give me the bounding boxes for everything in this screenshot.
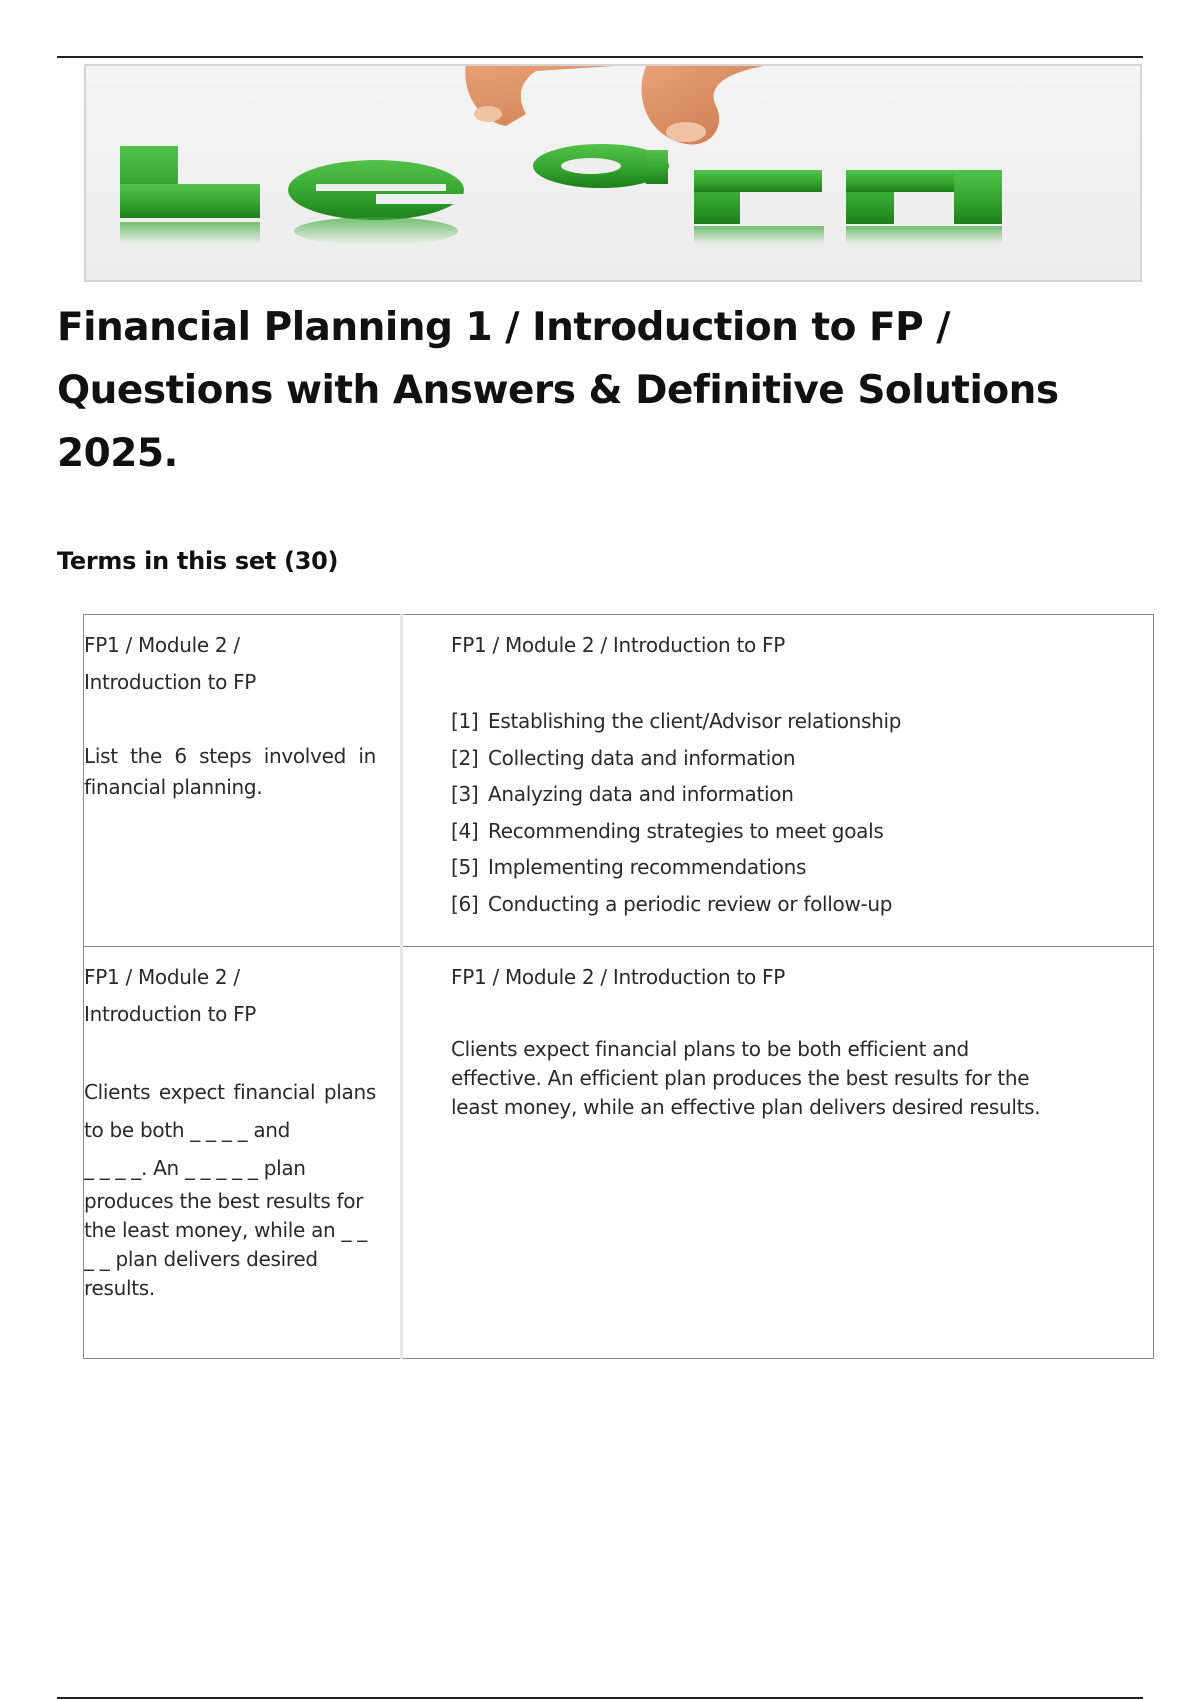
step-text: Conducting a periodic review or follow-up bbox=[488, 891, 893, 916]
learn-banner-image bbox=[84, 64, 1142, 282]
question-prompt bbox=[84, 741, 376, 803]
question-prompt bbox=[84, 1073, 376, 1187]
title-line: 2025. bbox=[57, 431, 178, 476]
step-number: [5] bbox=[451, 855, 479, 879]
module-line: Introduction to FP bbox=[84, 1002, 257, 1026]
top-rule bbox=[57, 56, 1143, 58]
list-item bbox=[451, 740, 1113, 777]
list-item bbox=[451, 703, 1113, 740]
document-title bbox=[57, 296, 1117, 485]
letter-a bbox=[533, 144, 669, 188]
question-prompt-continued bbox=[84, 1187, 376, 1303]
table-row bbox=[84, 615, 1154, 947]
question-module bbox=[84, 959, 376, 1033]
module-line: Introduction to FP bbox=[84, 670, 257, 694]
learn-illustration bbox=[86, 66, 1142, 282]
thumbnail bbox=[474, 106, 502, 122]
step-number: [3] bbox=[451, 782, 479, 806]
prompt-line: financial planning. bbox=[84, 775, 263, 799]
list-item bbox=[451, 813, 1113, 850]
answer-module: FP1 / Module 2 / Introduction to FP bbox=[451, 965, 785, 989]
steps-list bbox=[451, 703, 1113, 922]
title-line: Financial Planning 1 / Introduction to FP / bbox=[57, 305, 951, 350]
module-line: FP1 / Module 2 / bbox=[84, 633, 240, 657]
step-number: [2] bbox=[451, 745, 479, 770]
module-line: FP1 / Module 2 / bbox=[84, 965, 240, 989]
fingernail bbox=[666, 122, 706, 142]
term-question-cell bbox=[84, 947, 402, 1359]
step-number: [4] bbox=[451, 818, 479, 843]
prompt-line: the least money, while an _ _ bbox=[84, 1218, 367, 1242]
letter-n bbox=[846, 170, 1002, 244]
answer-paragraph bbox=[451, 1035, 1113, 1122]
letter-e bbox=[288, 160, 466, 245]
answer-module: FP1 / Module 2 / Introduction to FP bbox=[451, 633, 785, 657]
table-row bbox=[84, 947, 1154, 1359]
prompt-line: to be both _ _ _ _ and bbox=[84, 1118, 291, 1142]
title-line: Questions with Answers & Definitive Solutions bbox=[57, 368, 1059, 413]
prompt-line: _ _ _ _. An _ _ _ _ _ plan bbox=[84, 1156, 306, 1180]
step-number: [1] bbox=[451, 709, 479, 733]
answer-line: Clients expect financial plans to be both efficient and bbox=[451, 1037, 969, 1061]
prompt-line: _ _ plan delivers desired bbox=[84, 1247, 318, 1271]
list-item bbox=[451, 776, 1113, 813]
step-number: [6] bbox=[451, 891, 479, 916]
answer-line: least money, while an effective plan delivers desired results. bbox=[451, 1095, 1041, 1119]
step-text: Collecting data and information bbox=[488, 745, 796, 770]
prompt-line: List the 6 steps involved in bbox=[84, 744, 376, 768]
finger-shape bbox=[642, 66, 776, 144]
step-text: Implementing recommendations bbox=[488, 855, 807, 879]
step-text: Analyzing data and information bbox=[488, 782, 794, 806]
step-text: Recommending strategies to meet goals bbox=[488, 818, 884, 843]
list-item bbox=[451, 849, 1113, 886]
terms-table bbox=[83, 614, 1154, 1359]
terms-count-heading: Terms in this set (30) bbox=[57, 547, 339, 575]
prompt-line: Clients expect financial plans bbox=[84, 1080, 376, 1104]
prompt-line: produces the best results for bbox=[84, 1189, 364, 1213]
letter-L bbox=[120, 146, 260, 244]
term-answer-cell bbox=[402, 615, 1154, 947]
prompt-line: results. bbox=[84, 1276, 155, 1300]
step-text: Establishing the client/Advisor relationship bbox=[488, 709, 902, 733]
bottom-rule bbox=[57, 1697, 1143, 1699]
term-answer-cell bbox=[402, 947, 1154, 1359]
letter-r bbox=[694, 170, 824, 244]
term-question-cell bbox=[84, 615, 402, 947]
list-item bbox=[451, 886, 1113, 923]
question-module bbox=[84, 627, 376, 701]
answer-line: effective. An efficient plan produces the best results for the bbox=[451, 1066, 1030, 1090]
